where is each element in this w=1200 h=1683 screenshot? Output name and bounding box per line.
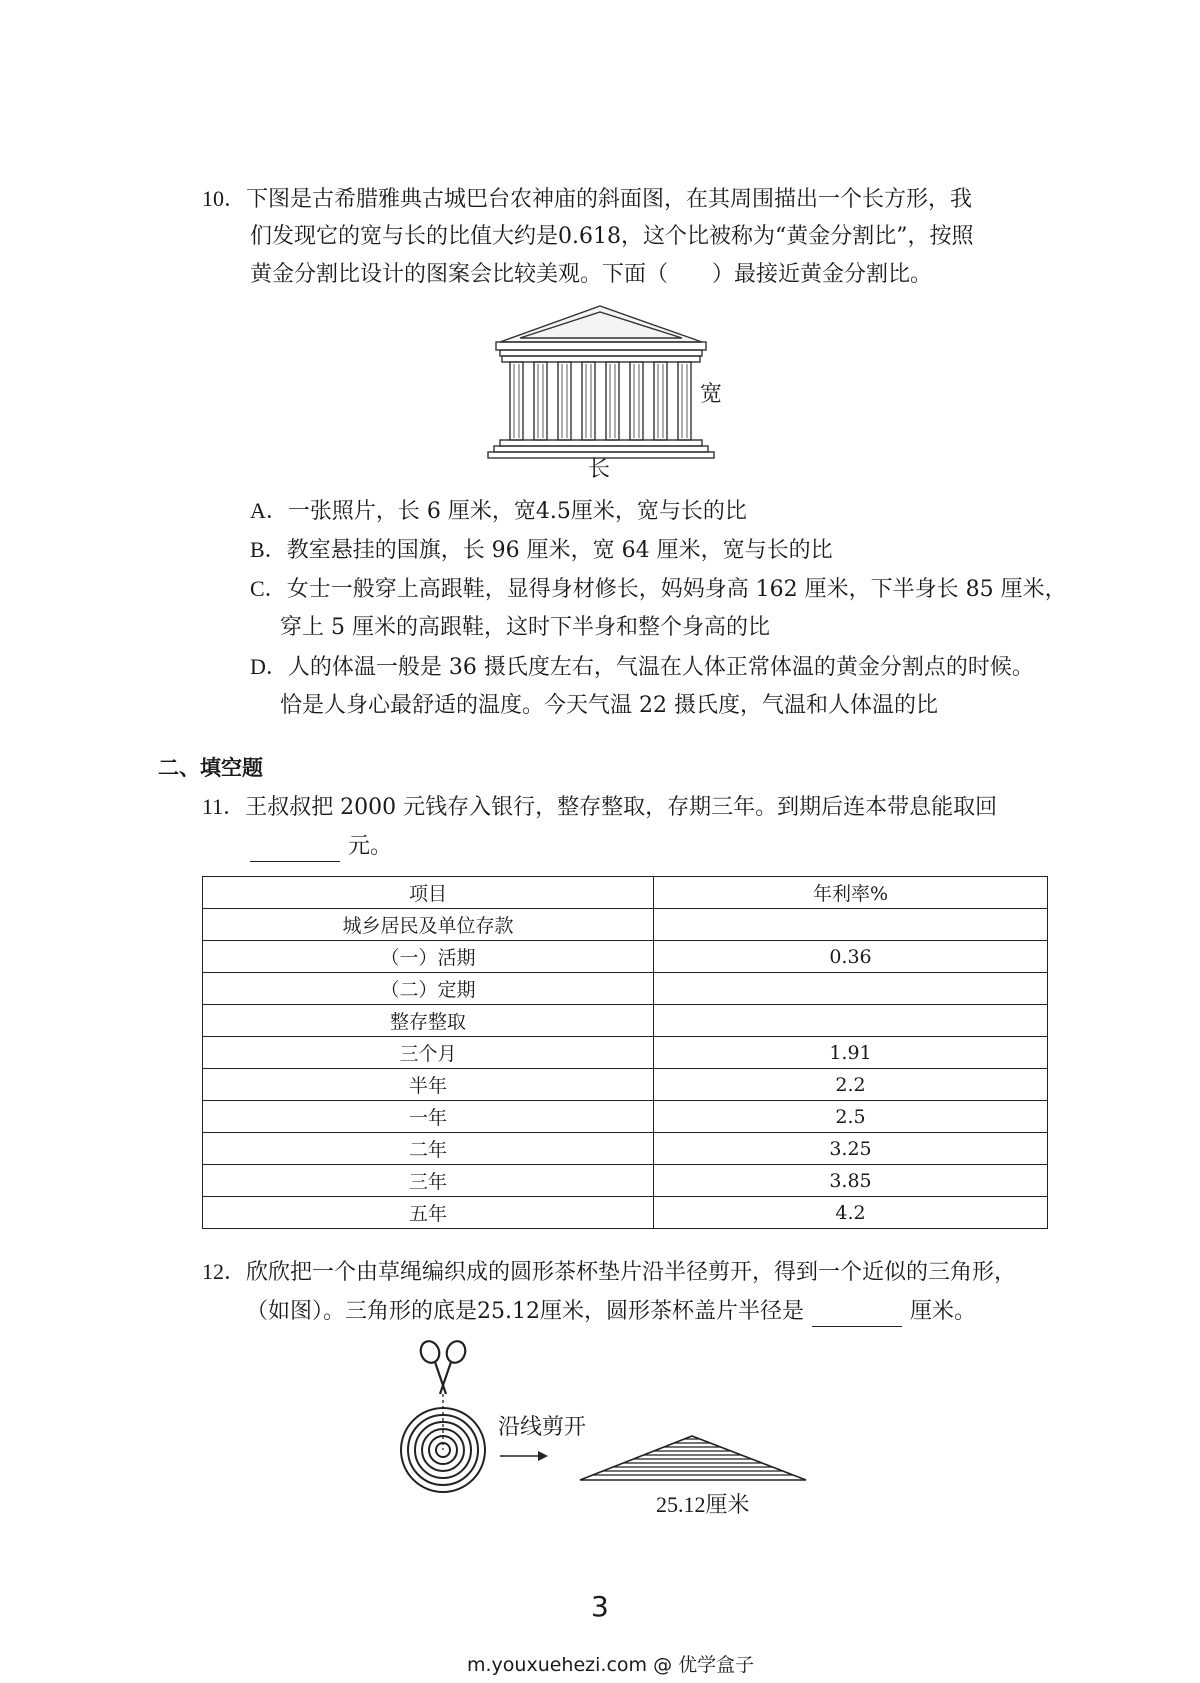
q12-number: 12． [202, 1259, 247, 1284]
option-c-text-2: 穿上 5 厘米的高跟鞋，这时下半身和整个身高的比 [280, 615, 770, 640]
table-cell: 2.5 [654, 1101, 1048, 1133]
cut-label: 沿线剪开 [498, 1415, 587, 1440]
section-title: 二、填空题 [158, 756, 263, 780]
table-cell: 3.25 [654, 1133, 1048, 1165]
table-header-item: 项目 [203, 877, 654, 909]
table-cell: 一年 [203, 1101, 654, 1133]
table-row [203, 973, 1048, 1005]
table-header-rate: 年利率% [654, 877, 1048, 909]
q10-line-3: 黄金分割比设计的图案会比较美观。下面（ ）最接近黄金分割比。 [250, 262, 933, 287]
table-header-row [203, 877, 1048, 909]
q10-option-a [250, 496, 747, 527]
q11-line-1 [202, 792, 997, 823]
table-row [203, 1005, 1048, 1037]
interest-rate-table [202, 876, 1048, 1229]
option-c-text-1: 女士一般穿上高跟鞋，显得身材修长，妈妈身高 162 厘米，下半身长 85 厘米， [286, 577, 1067, 602]
table-row [203, 909, 1048, 941]
q12-unit: 厘米。 [909, 1299, 976, 1324]
arrow-right-icon [498, 1448, 550, 1464]
q12-line-2 [246, 1297, 976, 1327]
table-row [203, 1165, 1048, 1197]
option-d-text-1: 人的体温一般是 36 摄氏度左右，气温在人体正常体温的黄金分割点的时候。 [287, 655, 1034, 680]
table-row [203, 1101, 1048, 1133]
triangle-figure [578, 1434, 808, 1482]
table-row [203, 1069, 1048, 1101]
table-row [203, 1197, 1048, 1229]
table-cell: 4.2 [654, 1197, 1048, 1229]
table-cell [654, 1005, 1048, 1037]
table-cell: 整存整取 [203, 1005, 654, 1037]
option-c-label: C． [250, 576, 287, 601]
q11-number: 11． [202, 794, 246, 819]
page-number: 3 [591, 1590, 609, 1623]
table-cell: 3.85 [654, 1165, 1048, 1197]
q12-text-2: （如图）。三角形的底是25.12厘米，圆形茶杯盖片半径是 [246, 1299, 804, 1324]
option-d-text-2: 恰是人身心最舒适的温度。今天气温 22 摄氏度，气温和人体温的比 [280, 693, 938, 718]
table-cell: 1.91 [654, 1037, 1048, 1069]
q11-answer-blank[interactable] [250, 841, 340, 862]
footer-link[interactable]: m.youxuehezi.com @ 优学盒子 [467, 1654, 755, 1676]
table-cell: 三个月 [203, 1037, 654, 1069]
table-cell: 0.36 [654, 941, 1048, 973]
q11-line-2 [250, 832, 392, 862]
q10-line-2: 们发现它的宽与长的比值大约是0.618，这个比被称为“黄金分割比”，按照 [250, 224, 974, 249]
table-cell: 五年 [203, 1197, 654, 1229]
q12-line-1 [202, 1257, 1016, 1288]
option-d-label: D． [250, 654, 288, 679]
figure-length-label: 长 [588, 457, 611, 482]
q10-option-b [250, 535, 833, 566]
table-cell: 城乡居民及单位存款 [203, 909, 654, 941]
q10-option-d [250, 652, 1034, 683]
q10-option-c [250, 574, 1067, 605]
q10-number: 10． [202, 186, 247, 211]
table-cell: 半年 [203, 1069, 654, 1101]
figure-width-label: 宽 [700, 382, 723, 407]
table-row [203, 1037, 1048, 1069]
scissors-icon [418, 1339, 468, 1394]
table-cell: 二年 [203, 1133, 654, 1165]
table-row [203, 1133, 1048, 1165]
table-cell: （一）活期 [203, 941, 654, 973]
q11-text-1: 王叔叔把 2000 元钱存入银行，整存整取，存期三年。到期后连本带息能取回 [245, 795, 998, 820]
table-cell: 三年 [203, 1165, 654, 1197]
q12-text-1: 欣欣把一个由草绳编织成的圆形茶杯垫片沿半径剪开，得到一个近似的三角形， [246, 1260, 1017, 1285]
table-cell: （二）定期 [203, 973, 654, 1005]
q10-text-1: 下图是古希腊雅典古城巴台农神庙的斜面图，在其周围描出一个长方形，我 [246, 187, 973, 212]
option-a-text: 一张照片，长 6 厘米，宽4.5厘米，宽与长的比 [287, 499, 747, 524]
table-cell [654, 909, 1048, 941]
table-cell: 2.2 [654, 1069, 1048, 1101]
q10-line-1 [202, 184, 972, 215]
triangle-base-label: 25.12厘米 [656, 1492, 750, 1517]
q11-unit: 元。 [348, 834, 393, 859]
table-cell [654, 973, 1048, 1005]
q12-answer-blank[interactable] [812, 1306, 902, 1327]
scissors-coaster-figure [400, 1338, 510, 1508]
option-b-label: B． [250, 537, 287, 562]
table-row [203, 941, 1048, 973]
option-a-label: A． [250, 498, 288, 523]
option-b-text: 教室悬挂的国旗，长 96 厘米，宽 64 厘米，宽与长的比 [286, 538, 833, 563]
